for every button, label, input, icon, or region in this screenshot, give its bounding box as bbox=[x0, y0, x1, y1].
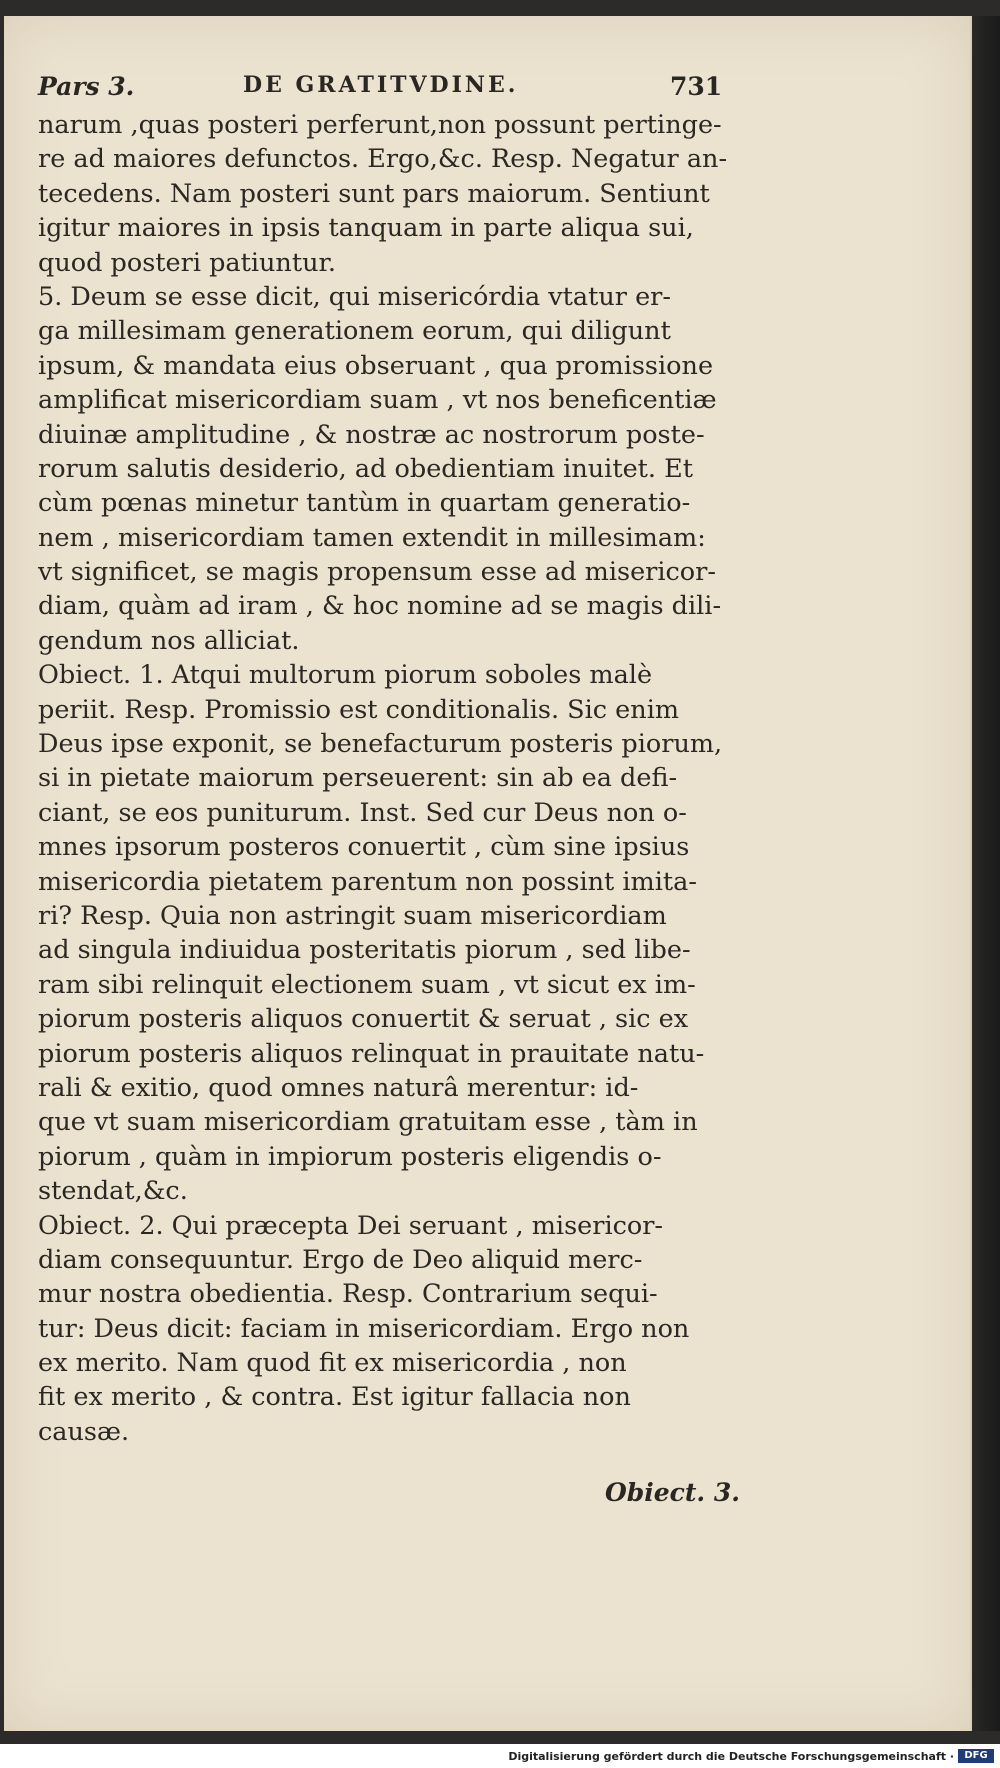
text-line: 5. Deum se esse dicit, qui misericórdia vtatur er- bbox=[38, 281, 671, 312]
text-line: diuinæ amplitudine , & nostræ ac nostrorum poste- bbox=[38, 419, 705, 450]
text-line: Deus ipse exponit, se benefacturum posteris piorum, bbox=[38, 729, 723, 760]
text-line: causæ. bbox=[38, 1416, 130, 1447]
text-line: periit. Resp. Promissio est conditionalis. Sic enim bbox=[38, 694, 680, 725]
page-number: 731 bbox=[670, 72, 723, 101]
text-line: amplificat misericordiam suam , vt nos beneficentiæ bbox=[38, 385, 717, 416]
text-line: si in pietate maiorum perseuerent: sin ab ea defi- bbox=[38, 763, 678, 794]
body-text bbox=[38, 108, 728, 1449]
text-line: stendat,&c. bbox=[38, 1176, 188, 1207]
text-line: igitur maiores in ipsis tanquam in parte aliqua sui, bbox=[38, 213, 694, 244]
footer-credit: Digitalisierung gefördert durch die Deutsche Forschungsgemeinschaft · bbox=[508, 1750, 954, 1763]
catchword: Obiect. 3. bbox=[605, 1478, 740, 1507]
text-line: rali & exitio, quod omnes naturâ merentur: id- bbox=[38, 1072, 639, 1103]
dfg-logo: DFG bbox=[958, 1749, 994, 1763]
text-line: piorum posteris aliquos conuertit & seruat , sic ex bbox=[38, 1004, 689, 1035]
text-line: rorum salutis desiderio, ad obedientiam inuitet. Et bbox=[38, 453, 693, 484]
text-line: mnes ipsorum posteros conuertit , cùm sine ipsius bbox=[38, 832, 690, 863]
text-line: ram sibi relinquit electionem suam , vt sicut ex im- bbox=[38, 969, 696, 1000]
header-part: Pars 3. bbox=[38, 72, 135, 101]
text-line: Obiect. 1. Atqui multorum piorum soboles malè bbox=[38, 660, 653, 691]
text-line: Obiect. 2. Qui præcepta Dei seruant , misericor- bbox=[38, 1210, 664, 1241]
text-line: diam, quàm ad iram , & hoc nomine ad se magis dili- bbox=[38, 591, 722, 622]
text-line: nem , misericordiam tamen extendit in millesimam: bbox=[38, 522, 706, 553]
text-line: re ad maiores defunctos. Ergo,&c. Resp. Negatur an- bbox=[38, 144, 728, 175]
text-line: diam consequuntur. Ergo de Deo aliquid merc- bbox=[38, 1244, 643, 1275]
text-line: piorum posteris aliquos relinquat in prauitate natu- bbox=[38, 1038, 705, 1069]
text-line: tur: Deus dicit: faciam in misericordiam. Ergo non bbox=[38, 1313, 690, 1344]
text-line: piorum , quàm in impiorum posteris eligendis o- bbox=[38, 1141, 662, 1172]
text-line: cùm pœnas minetur tantùm in quartam generatio- bbox=[38, 488, 691, 519]
page-edge-shadow bbox=[970, 16, 1000, 1731]
text-line: fit ex merito , & contra. Est igitur fallacia non bbox=[38, 1382, 631, 1413]
text-line: que vt suam misericordiam gratuitam esse , tàm in bbox=[38, 1107, 698, 1138]
text-line: ga millesimam generationem eorum, qui diligunt bbox=[38, 316, 671, 347]
text-line: vt significet, se magis propensum esse ad misericor- bbox=[38, 557, 716, 588]
text-line: tecedens. Nam posteri sunt pars maiorum. Sentiunt bbox=[38, 178, 710, 209]
text-line: ad singula indiuidua posteritatis piorum , sed libe- bbox=[38, 935, 691, 966]
text-line: quod posteri patiuntur. bbox=[38, 247, 337, 278]
text-line: gendum nos alliciat. bbox=[38, 625, 300, 656]
text-line: ciant, se eos puniturum. Inst. Sed cur Deus non o- bbox=[38, 797, 687, 828]
text-line: mur nostra obedientia. Resp. Contrarium sequi- bbox=[38, 1279, 658, 1310]
running-header bbox=[38, 72, 723, 106]
text-line: ex merito. Nam quod fit ex misericordia , non bbox=[38, 1348, 627, 1379]
text-line: narum ,quas posteri perferunt,non possunt pertinge- bbox=[38, 110, 722, 140]
header-title: DE GRATITVDINE. bbox=[243, 72, 519, 98]
text-line: misericordia pietatem parentum non possint imita- bbox=[38, 866, 697, 897]
text-line: ipsum, & mandata eius obseruant , qua promissione bbox=[38, 350, 714, 381]
text-line: ri? Resp. Quia non astringit suam misericordiam bbox=[38, 900, 667, 931]
